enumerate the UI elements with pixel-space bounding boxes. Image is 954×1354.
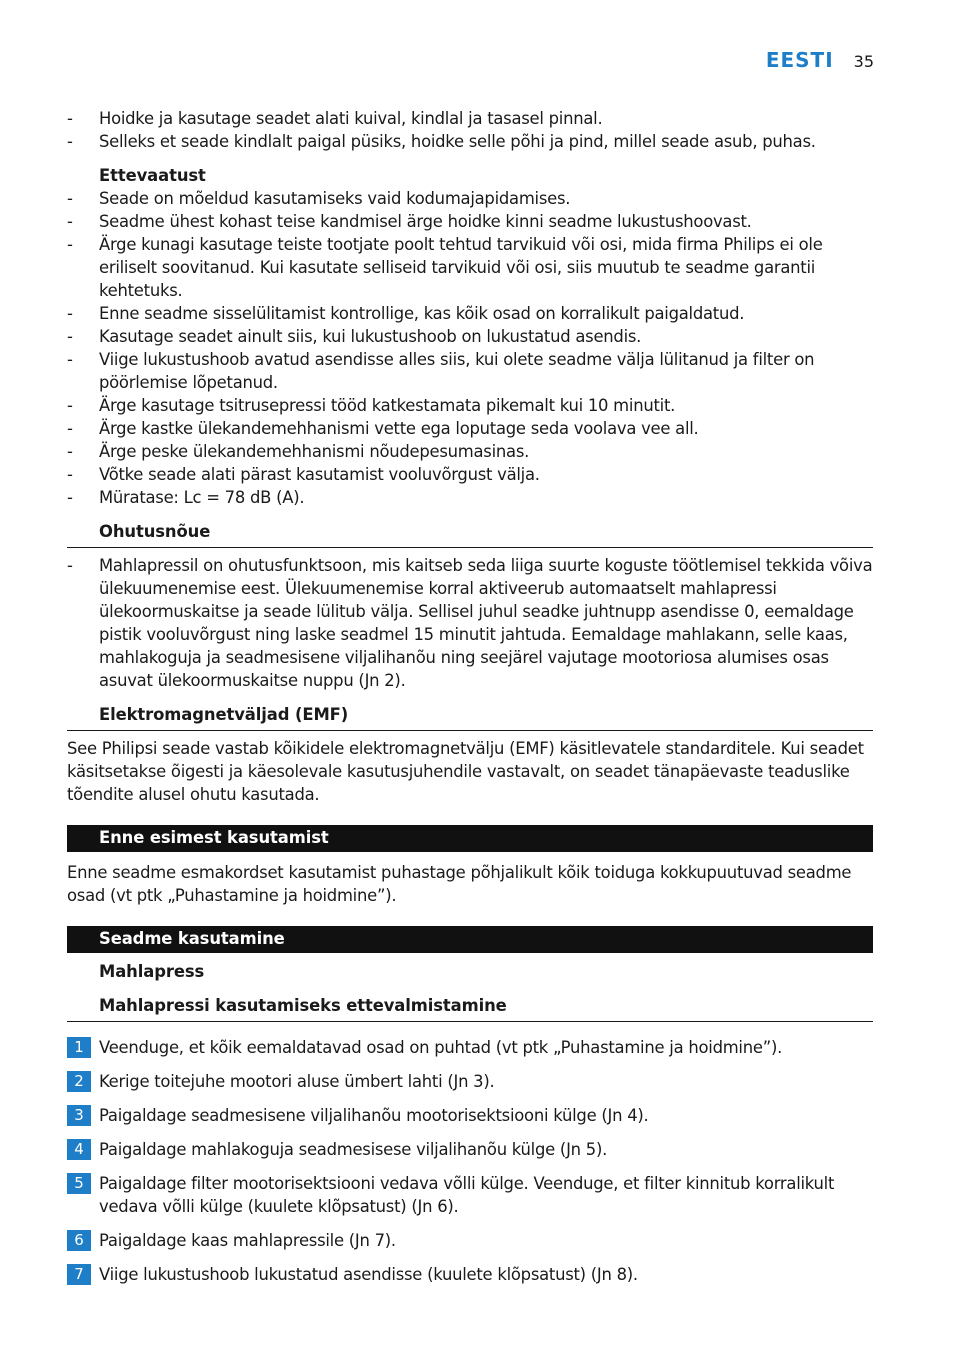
emf-heading: Elektromagnetväljad (EMF)	[67, 703, 873, 731]
list-item: - Seadme ühest kohast teise kandmisel ärge hoidke kinni seadme lukustushoovast.	[67, 212, 752, 231]
first-use-paragraph: Enne seadme esmakordset kasutamist puhastage põhjalikult kõik toiduga kokkupuutuvad seadme osad (vt ptk „Puhastamine ja hoidmine”).	[67, 863, 852, 905]
list-item: - Ärge kunagi kasutage teiste tootjate poolt tehtud tarvikuid või osi, mida firma Philips ei ole eriliselt soovitanud. Kui kasutate selliseid tarvikuid või osi, siis muutub te seadme garantii kehtetuks.	[67, 235, 823, 300]
page-content	[67, 107, 873, 1286]
step-number: 5	[67, 1173, 91, 1194]
intro-list	[67, 107, 873, 153]
prep-heading: Mahlapressi kasutamiseks ettevalmistamine	[67, 994, 873, 1022]
step-number: 4	[67, 1139, 91, 1160]
step-item: 2 Kerige toitejuhe mootori aluse ümbert lahti (Jn 3).	[67, 1070, 873, 1093]
step-item: 5 Paigaldage filter mootorisektsiooni vedava võlli külge. Veenduge, et filter kinnitub korralikult vedava võlli külge (kuulete klõpsatust) (Jn 6).	[67, 1172, 873, 1218]
page-number: 35	[853, 52, 874, 71]
list-item: - Kasutage seadet ainult siis, kui lukustushoob on lukustatud asendis.	[67, 327, 642, 346]
step-number: 2	[67, 1071, 91, 1092]
list-item: - Seade on mõeldud kasutamiseks vaid kodumajapidamises.	[67, 189, 571, 208]
step-item: 4 Paigaldage mahlakoguja seadmesisese viljalihanõu külge (Jn 5).	[67, 1138, 873, 1161]
caution-heading: Ettevaatust	[99, 166, 206, 185]
step-number: 1	[67, 1037, 91, 1058]
step-number: 6	[67, 1230, 91, 1251]
safety-heading: Ohutusnõue	[67, 520, 873, 548]
usage-section-bar: Seadme kasutamine	[67, 926, 873, 953]
list-item: - Müratase: Lc = 78 dB (A).	[67, 488, 305, 507]
step-item: 7 Viige lukustushoob lukustatud asendisse (kuulete klõpsatust) (Jn 8).	[67, 1263, 873, 1286]
juicer-heading: Mahlapress	[99, 962, 205, 981]
list-item: - Enne seadme sisselülitamist kontrollige, kas kõik osad on korralikult paigaldatud.	[67, 304, 745, 323]
steps-list	[67, 1036, 873, 1286]
emf-paragraph: See Philipsi seade vastab kõikidele elektromagnetvälju (EMF) käsitlevatele standarditele. Kui seadet käsitsetakse õigesti ja käesolevale kasutusjuhendile vastavalt, on seadet tänapäevaste teaduslike tõendite alusel ohutu kasutada.	[67, 739, 864, 804]
list-item: - Ärge kasutage tsitrusepressi tööd katkestamata pikemalt kui 10 minutit.	[67, 396, 676, 415]
list-item: - Hoidke ja kasutage seadet alati kuival, kindlal ja tasasel pinnal.	[67, 109, 603, 128]
list-item: - Viige lukustushoob avatud asendisse alles siis, kui olete seadme välja lülitanud ja filter on pöörlemise lõpetanud.	[67, 350, 815, 392]
safety-list	[67, 554, 873, 692]
list-item: - Võtke seade alati pärast kasutamist vooluvõrgust välja.	[67, 465, 540, 484]
language-label: EESTI	[765, 48, 834, 72]
list-item: - Ärge kastke ülekandemehhanismi vette ega loputage seda voolava vee all.	[67, 419, 699, 438]
page-header	[766, 48, 874, 72]
step-item: 6 Paigaldage kaas mahlapressile (Jn 7).	[67, 1229, 873, 1252]
list-item: - Selleks et seade kindlalt paigal püsiks, hoidke selle põhi ja pind, millel seade asub, puhas.	[67, 132, 816, 151]
caution-list	[67, 187, 873, 509]
step-item: 3 Paigaldage seadmesisene viljalihanõu mootorisektsiooni külge (Jn 4).	[67, 1104, 873, 1127]
first-use-section-bar: Enne esimest kasutamist	[67, 825, 873, 852]
step-number: 3	[67, 1105, 91, 1126]
step-item: 1 Veenduge, et kõik eemaldatavad osad on puhtad (vt ptk „Puhastamine ja hoidmine”).	[67, 1036, 873, 1059]
step-number: 7	[67, 1264, 91, 1285]
list-item: - Mahlapressil on ohutusfunktsoon, mis kaitseb seda liiga suurte koguste töötlemisel tekkida võiva ülekuumenemise eest. Ülekuumenemise korral aktiveerub automaatselt mahlapressi ülekoormuskaitse ja seade lülitub välja. Sellisel juhul seadke juhtnupp asendisse 0, eemaldage pistik vooluvõrgust ning laske seadmel 15 minutit jahtuda. Eemaldage mahlakann, selle kaas, mahlakoguja ja seadmesisene viljalihanõu ning seejärel vajutage mootoriosa alumises osas asuvat ülekoormuskaitse nuppu (Jn 2).	[67, 556, 873, 690]
list-item: - Ärge peske ülekandemehhanismi nõudepesumasinas.	[67, 442, 530, 461]
